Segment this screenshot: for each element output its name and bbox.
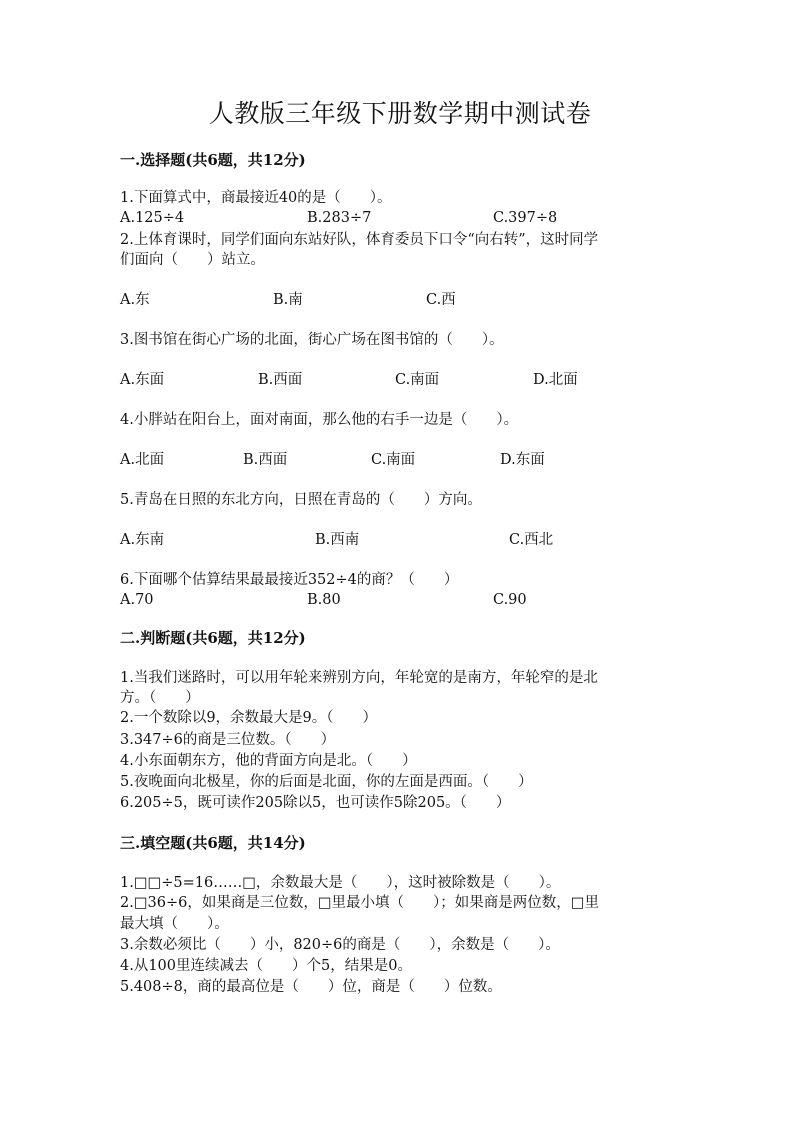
q1-option-b: B.283÷7 <box>307 210 372 226</box>
section-heading-choice: 一.选择题(共6题，共12分) <box>120 151 306 169</box>
q2-option-c: C.西 <box>426 292 456 308</box>
fill-line-6: 5.408÷8，商的最高位是（ ）位，商是（ ）位数。 <box>120 979 502 995</box>
q6-option-c: C.90 <box>493 592 527 608</box>
q3-option-c: C.南面 <box>395 372 440 388</box>
q1-option-c: C.397÷8 <box>493 210 558 226</box>
q3-option-a: A.东面 <box>120 372 165 388</box>
tf-line-2: 方。（ ） <box>120 690 200 706</box>
tf-line-6: 5.夜晚面向北极星，你的后面是北面，你的左面是西面。（ ） <box>120 774 533 790</box>
tf-line-3: 2.一个数除以9，余数最大是9。（ ） <box>120 710 378 726</box>
section-heading-fill-blank: 三.填空题(共6题，共14分) <box>120 834 306 852</box>
question-5-text: 5.青岛在日照的东北方向，日照在青岛的（ ）方向。 <box>120 492 482 508</box>
q4-option-a: A.北面 <box>120 452 165 468</box>
q4-option-c: C.南面 <box>371 452 416 468</box>
q3-option-b: B.西面 <box>258 372 303 388</box>
question-6-text: 6.下面哪个估算结果最最接近352÷4的商？（ ） <box>120 572 459 588</box>
question-3-text: 3.图书馆在街心广场的北面，街心广场在图书馆的（ ）。 <box>120 332 504 348</box>
tf-line-1: 1.当我们迷路时，可以用年轮来辨别方向，年轮宽的是南方，年轮窄的是北 <box>120 670 598 686</box>
q4-option-b: B.西面 <box>243 452 288 468</box>
q1-option-a: A.125÷4 <box>120 210 185 226</box>
fill-line-2: 2.□36÷6，如果商是三位数，□里最小填（ ）；如果商是两位数，□里 <box>120 895 600 911</box>
fill-line-5: 4.从100里连续减去（ ）个5，结果是0。 <box>120 958 412 974</box>
question-2-text-line1: 2.上体育课时，同学们面向东站好队，体育委员下口令“向右转”，这时同学 <box>120 232 599 248</box>
question-2-text-line2: 们面向（ ）站立。 <box>120 252 265 268</box>
q5-option-c: C.西北 <box>509 532 554 548</box>
q6-option-b: B.80 <box>307 592 341 608</box>
fill-line-3: 最大填（ ）。 <box>120 916 229 932</box>
question-1-text: 1.下面算式中，商最接近40的是（ ）。 <box>120 190 392 206</box>
fill-line-1: 1.□□÷5=16……□，余数最大是（ ），这时被除数是（ ）。 <box>120 875 561 891</box>
tf-line-4: 3.347÷6的商是三位数。（ ） <box>120 732 336 748</box>
q4-option-d: D.东面 <box>500 452 545 468</box>
fill-line-4: 3.余数必须比（ ）小，820÷6的商是（ ），余数是（ ）。 <box>120 937 560 953</box>
question-4-text: 4.小胖站在阳台上，面对南面，那么他的右手一边是（ ）。 <box>120 412 519 428</box>
q5-option-b: B.西南 <box>315 532 360 548</box>
tf-line-5: 4.小东面朝东方，他的背面方向是北。（ ） <box>120 753 417 769</box>
tf-line-7: 6.205÷5，既可读作205除以5，也可读作5除205。（ ） <box>120 795 511 811</box>
q6-option-a: A.70 <box>120 592 154 608</box>
q2-option-b: B.南 <box>273 292 303 308</box>
q5-option-a: A.东南 <box>120 532 165 548</box>
section-heading-true-false: 二.判断题(共6题，共12分) <box>120 629 306 647</box>
q3-option-d: D.北面 <box>533 372 578 388</box>
page-title: 人教版三年级下册数学期中测试卷 <box>208 99 592 128</box>
q2-option-a: A.东 <box>120 292 150 308</box>
